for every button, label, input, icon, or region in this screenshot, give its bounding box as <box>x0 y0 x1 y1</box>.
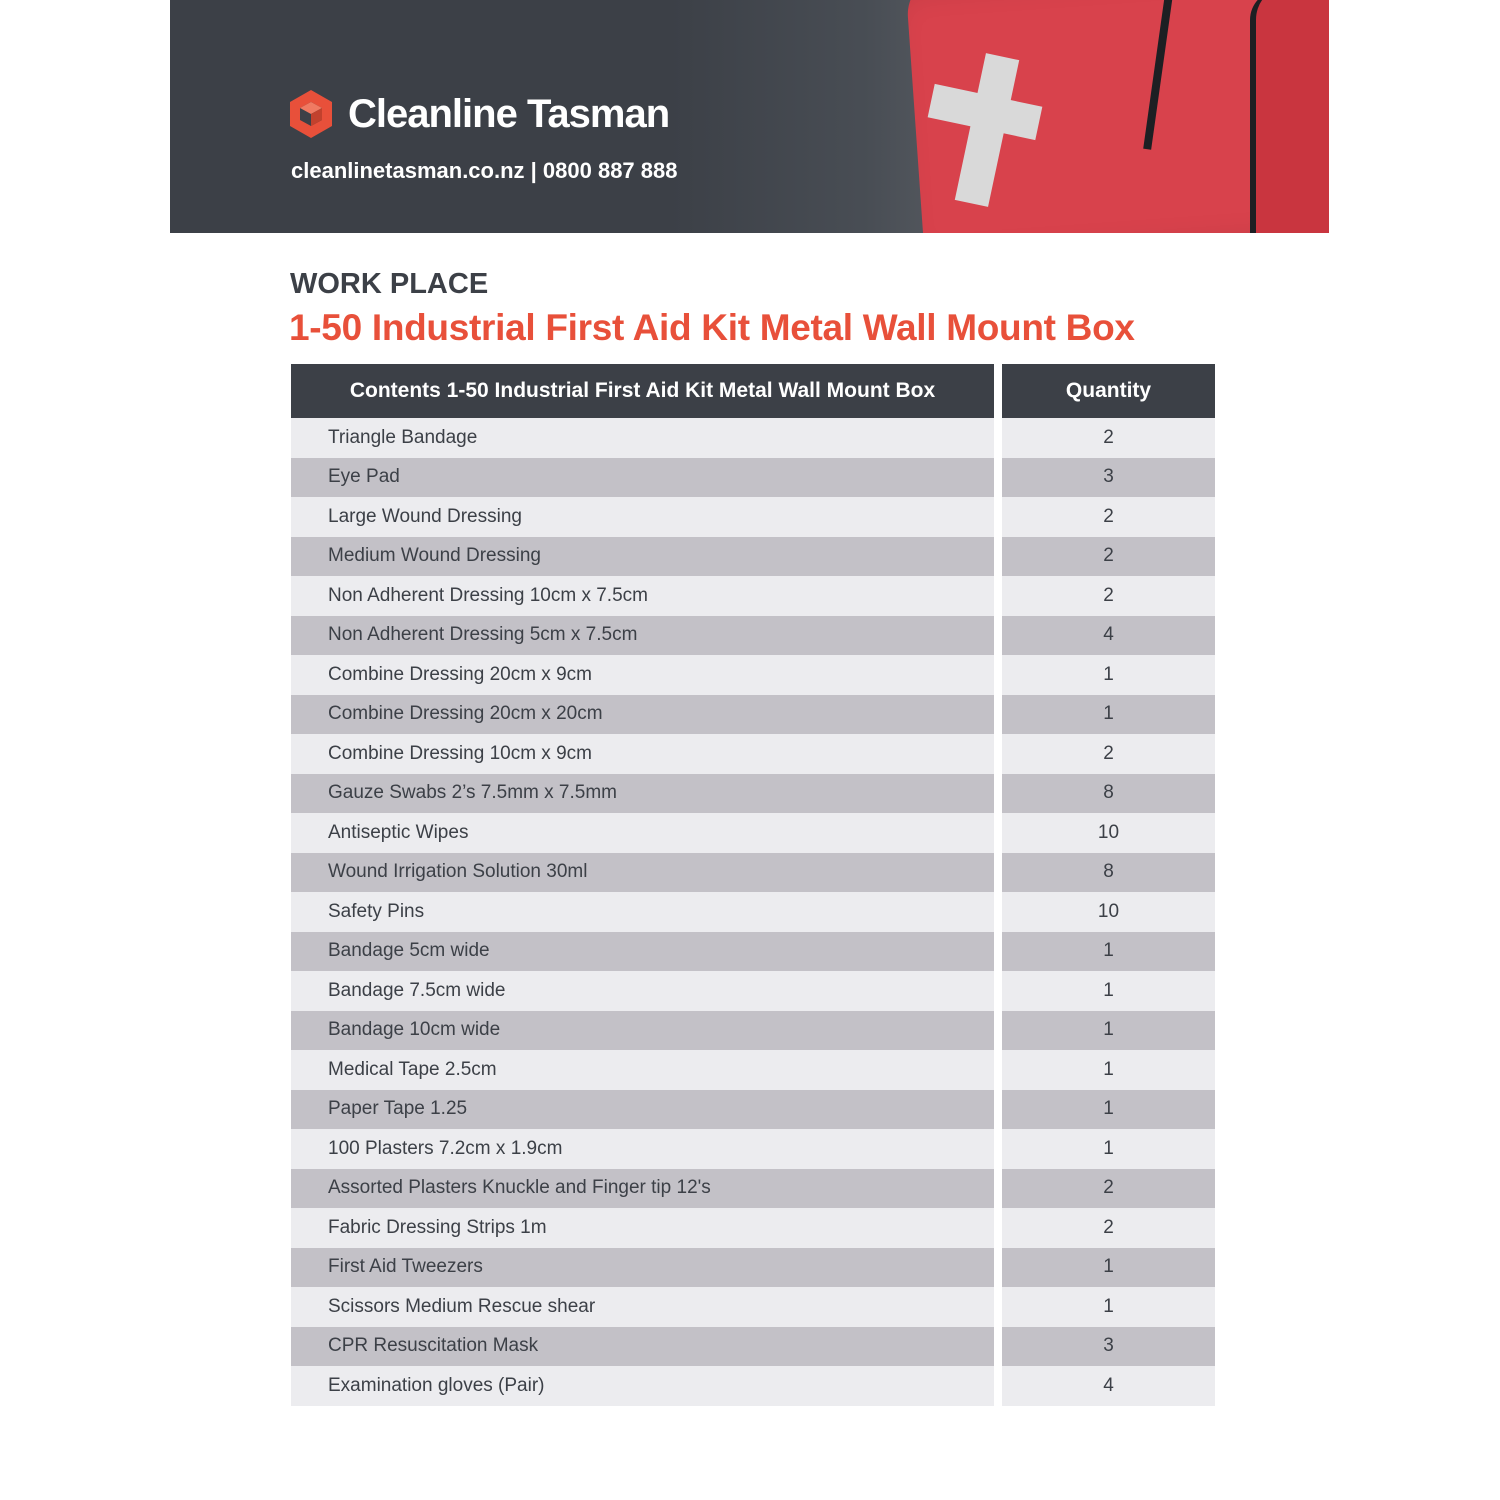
item-name: Examination gloves (Pair) <box>291 1366 994 1406</box>
item-quantity: 4 <box>1002 1366 1215 1406</box>
item-name: Eye Pad <box>291 458 994 498</box>
item-quantity: 10 <box>1002 892 1215 932</box>
column-header-quantity: Quantity <box>1002 364 1215 418</box>
item-quantity: 1 <box>1002 1287 1215 1327</box>
item-name: Combine Dressing 10cm x 9cm <box>291 734 994 774</box>
table-row <box>291 576 1215 616</box>
item-quantity: 1 <box>1002 1050 1215 1090</box>
bag-pocket <box>1250 0 1329 233</box>
hexagon-cube-icon <box>290 90 332 138</box>
table-row <box>291 655 1215 695</box>
header-banner <box>170 0 1329 233</box>
item-quantity: 10 <box>1002 813 1215 853</box>
table-row <box>291 1248 1215 1288</box>
item-quantity: 1 <box>1002 1248 1215 1288</box>
table-row <box>291 971 1215 1011</box>
table-row <box>291 813 1215 853</box>
item-name: Medical Tape 2.5cm <box>291 1050 994 1090</box>
item-quantity: 1 <box>1002 932 1215 972</box>
item-name: First Aid Tweezers <box>291 1248 994 1288</box>
item-name: Triangle Bandage <box>291 418 994 458</box>
item-name: 100 Plasters 7.2cm x 1.9cm <box>291 1129 994 1169</box>
table-row <box>291 1011 1215 1051</box>
brand-logo <box>290 90 669 138</box>
item-quantity: 2 <box>1002 734 1215 774</box>
page-title: 1-50 Industrial First Aid Kit Metal Wall Mount Box <box>289 307 1135 348</box>
table-row <box>291 695 1215 735</box>
item-name: Scissors Medium Rescue shear <box>291 1287 994 1327</box>
item-quantity: 1 <box>1002 1011 1215 1051</box>
item-quantity: 3 <box>1002 458 1215 498</box>
item-name: Bandage 7.5cm wide <box>291 971 994 1011</box>
item-name: Bandage 10cm wide <box>291 1011 994 1051</box>
table-row <box>291 1287 1215 1327</box>
item-quantity: 2 <box>1002 1169 1215 1209</box>
table-row <box>291 892 1215 932</box>
table-row <box>291 1050 1215 1090</box>
table-row <box>291 1208 1215 1248</box>
table-row <box>291 616 1215 656</box>
table-row <box>291 853 1215 893</box>
table-row <box>291 537 1215 577</box>
item-quantity: 8 <box>1002 853 1215 893</box>
table-row <box>291 932 1215 972</box>
item-name: Safety Pins <box>291 892 994 932</box>
item-name: Non Adherent Dressing 5cm x 7.5cm <box>291 616 994 656</box>
table-row <box>291 1129 1215 1169</box>
table-header <box>291 364 1215 418</box>
item-name: Large Wound Dressing <box>291 497 994 537</box>
table-row <box>291 1366 1215 1406</box>
item-name: Wound Irrigation Solution 30ml <box>291 853 994 893</box>
item-quantity: 2 <box>1002 537 1215 577</box>
item-quantity: 1 <box>1002 1129 1215 1169</box>
item-quantity: 2 <box>1002 418 1215 458</box>
item-quantity: 8 <box>1002 774 1215 814</box>
contact-line: cleanlinetasman.co.nz | 0800 887 888 <box>291 158 678 183</box>
item-name: Combine Dressing 20cm x 9cm <box>291 655 994 695</box>
item-name: Medium Wound Dressing <box>291 537 994 577</box>
item-name: Non Adherent Dressing 10cm x 7.5cm <box>291 576 994 616</box>
table-body <box>291 418 1215 1406</box>
item-name: Gauze Swabs 2’s 7.5mm x 7.5mm <box>291 774 994 814</box>
item-quantity: 1 <box>1002 695 1215 735</box>
table-row <box>291 497 1215 537</box>
item-quantity: 1 <box>1002 655 1215 695</box>
brand-name: Cleanline Tasman <box>348 91 670 136</box>
table-row <box>291 458 1215 498</box>
item-name: Assorted Plasters Knuckle and Finger tip 12's <box>291 1169 994 1209</box>
contents-table <box>291 364 1215 1406</box>
item-quantity: 2 <box>1002 576 1215 616</box>
item-name: Paper Tape 1.25 <box>291 1090 994 1130</box>
item-quantity: 4 <box>1002 616 1215 656</box>
item-quantity: 2 <box>1002 1208 1215 1248</box>
item-name: CPR Resuscitation Mask <box>291 1327 994 1367</box>
item-name: Combine Dressing 20cm x 20cm <box>291 695 994 735</box>
item-name: Fabric Dressing Strips 1m <box>291 1208 994 1248</box>
table-row <box>291 418 1215 458</box>
table-row <box>291 774 1215 814</box>
section-eyebrow: WORK PLACE <box>290 268 489 300</box>
item-quantity: 1 <box>1002 971 1215 1011</box>
item-quantity: 2 <box>1002 497 1215 537</box>
item-quantity: 3 <box>1002 1327 1215 1367</box>
item-name: Bandage 5cm wide <box>291 932 994 972</box>
table-row <box>291 1090 1215 1130</box>
item-name: Antiseptic Wipes <box>291 813 994 853</box>
item-quantity: 1 <box>1002 1090 1215 1130</box>
table-row <box>291 1169 1215 1209</box>
column-header-contents: Contents 1-50 Industrial First Aid Kit Metal Wall Mount Box <box>291 364 994 418</box>
table-row <box>291 1327 1215 1367</box>
table-row <box>291 734 1215 774</box>
